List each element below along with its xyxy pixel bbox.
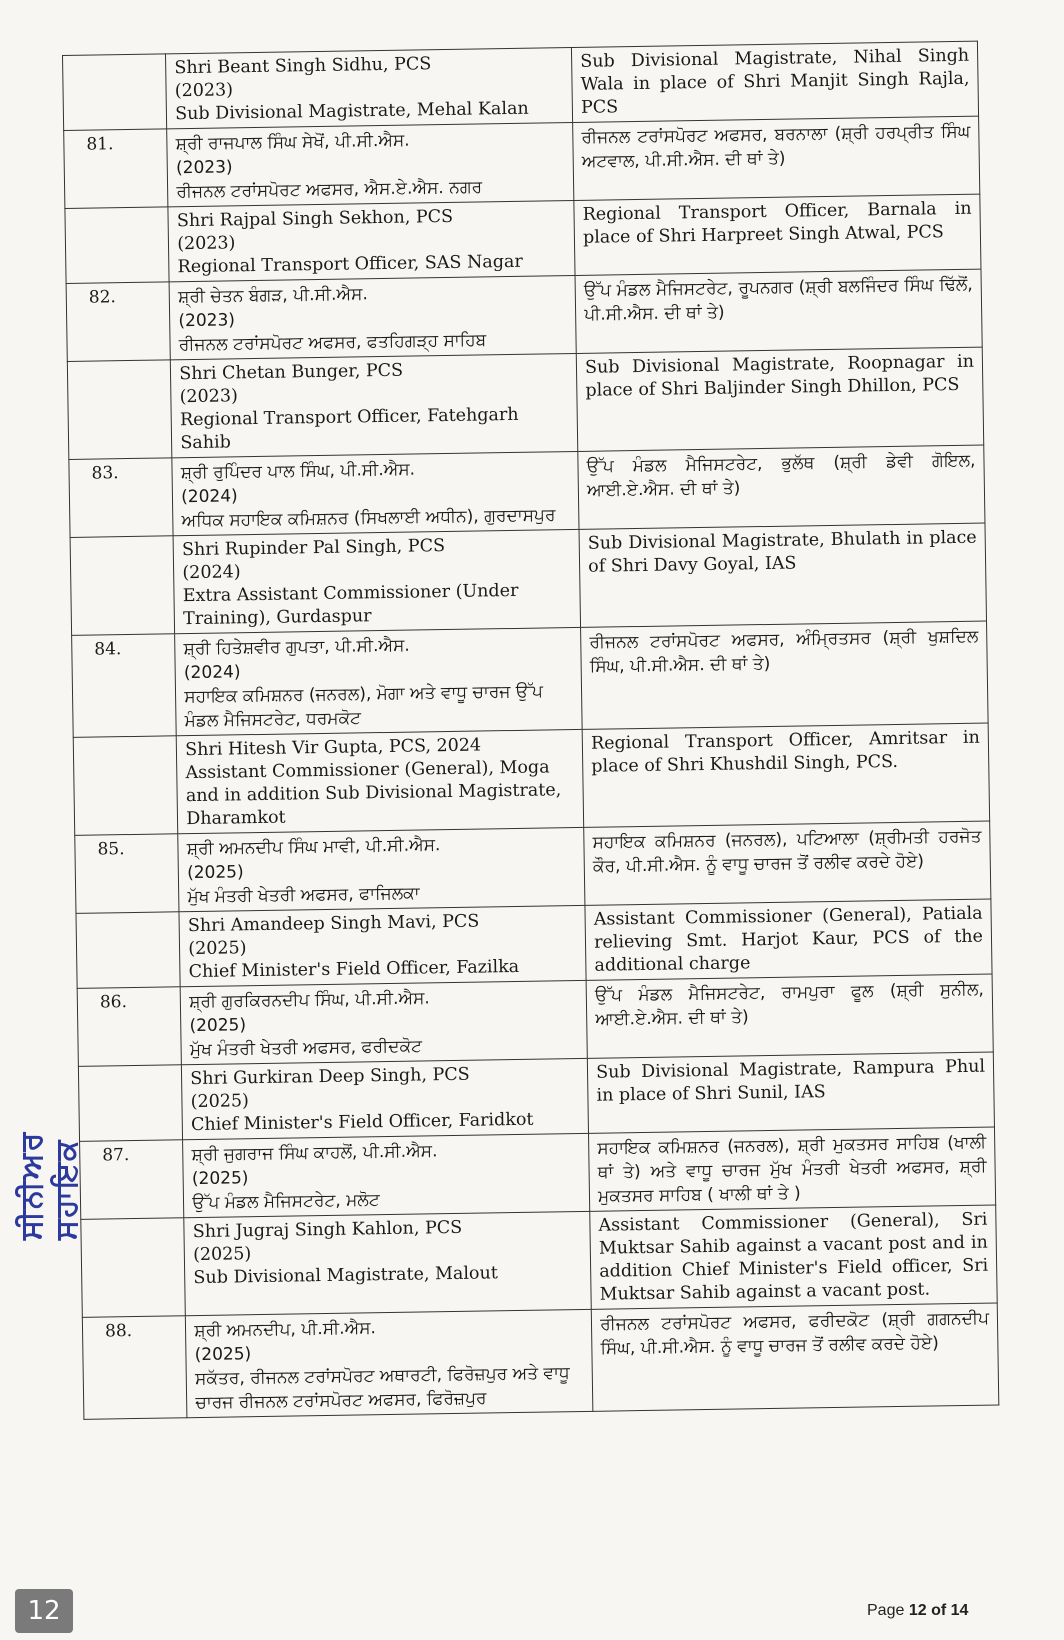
document-sheet [62, 41, 999, 1420]
officer-detail-line: (2025) [190, 1091, 250, 1113]
serial-number: 83. [69, 458, 173, 538]
serial-number [65, 207, 169, 284]
serial-number: 82. [66, 282, 170, 362]
officer-details [172, 451, 579, 535]
officer-detail-line: (2024) [181, 486, 238, 508]
new-posting: Regional Transport Officer, Barnala in place of Shri Harpreet Singh Atwal, PCS [574, 194, 981, 275]
officer-detail-line: ਸ਼੍ਰੀ ਅਮਨਦੀਪ ਸਿੰਘ ਮਾਵੀ, ਪੀ.ਸੀ.ਐਸ. [186, 835, 441, 860]
officer-detail-line: Shri Chetan Bunger, PCS [179, 360, 404, 385]
serial-number [73, 736, 178, 836]
officer-detail-line: Shri Rupinder Pal Singh, PCS [181, 536, 446, 561]
serial-number [76, 912, 180, 989]
table-row [67, 347, 983, 459]
officer-detail-line: ਮੁੱਖ ਮੰਤਰੀ ਖੇਤਰੀ ਅਫਸਰ, ਫਰੀਦਕੋਟ [189, 1036, 423, 1061]
officer-detail-line: ਸ਼੍ਰੀ ਚੇਤਨ ਬੰਗੜ, ਪੀ.ਸੀ.ਐਸ. [177, 284, 368, 308]
new-posting: Sub Divisional Magistrate, Bhulath in place of Shri Davy Goyal, IAS [579, 523, 986, 627]
footer-prefix: Page [867, 1602, 905, 1619]
table-row [77, 974, 993, 1066]
transfer-orders-table [62, 41, 999, 1420]
officer-details [173, 529, 580, 633]
table-row [80, 1127, 996, 1219]
officer-detail-line: Chief Minister's Field Officer, Faridkot [190, 1109, 534, 1136]
serial-number: 85. [75, 834, 179, 914]
officer-detail-line: Sub Divisional Magistrate, Malout [193, 1263, 498, 1289]
footer-of: of [931, 1602, 947, 1619]
officer-details [186, 1309, 593, 1417]
serial-number: 87. [80, 1140, 184, 1220]
table-row [64, 116, 980, 208]
serial-number: 88. [82, 1316, 187, 1420]
officer-detail-line: (2023) [174, 80, 234, 102]
officer-detail-line: ਸ਼੍ਰੀ ਗੁਰਕਿਰਨਦੀਪ ਸਿੰਘ, ਪੀ.ਸੀ.ਐਸ. [188, 988, 430, 1013]
officer-details [183, 1133, 590, 1217]
officer-detail-line: ਸ਼੍ਰੀ ਰੁਪਿੰਦਰ ਪਾਲ ਸਿੰਘ, ਪੀ.ਸੀ.ਐਸ. [180, 459, 416, 484]
officer-detail-line: Shri Amandeep Singh Mavi, PCS [187, 911, 480, 937]
new-posting: Regional Transport Officer, Amritsar in place of Shri Khushdil Singh, PCS. [582, 723, 989, 827]
officer-detail-line: (2025) [192, 1244, 252, 1266]
officer-detail-line: ਅਧਿਕ ਸਹਾਇਕ ਕਮਿਸ਼ਨਰ (ਸਿਖਲਾਈ ਅਧੀਨ), ਗੁਰਦਾਸਪੁਰ [181, 505, 556, 532]
serial-number: 86. [77, 987, 181, 1067]
officer-detail-line: (2024) [182, 562, 241, 584]
serial-number: 81. [64, 129, 168, 209]
officer-detail-line: (2025) [191, 1168, 249, 1190]
officer-detail-line: ਸ਼੍ਰੀ ਹਿਤੇਸ਼ਵੀਰ ਗੁਪਤਾ, ਪੀ.ਸੀ.ਐਸ. [183, 635, 410, 660]
officer-details [176, 729, 583, 833]
officer-detail-line: (2025) [186, 862, 244, 884]
officer-details [175, 627, 582, 735]
officer-detail-line: (2023) [175, 157, 233, 179]
table-row [82, 1303, 998, 1419]
officer-detail-line: ਉੱਪ ਮੰਡਲ ਮੈਜਿਸਟਰੇਟ, ਮਲੋਟ [192, 1190, 380, 1214]
officer-detail-line: Shri Jugraj Singh Kahlon, PCS [192, 1217, 463, 1243]
table-row [78, 1052, 994, 1141]
new-posting: Sub Divisional Magistrate, Roopnagar in place of Shri Baljinder Singh Dhillon, PCS [576, 347, 983, 451]
new-posting: Assistant Commissioner (General), Sri Muktsar Sahib against a vacant post and in addition Chief Minister's Field officer, Sri Muktsar Sahib against a vacant post. [590, 1205, 997, 1309]
table-row [66, 269, 982, 361]
officer-details [166, 47, 573, 128]
officer-detail-line: ਰੀਜਨਲ ਟਰਾਂਸਪੋਰਟ ਅਫਸਰ, ਐਸ.ਏ.ਐਸ. ਨਗਰ [176, 177, 483, 203]
table-row [69, 445, 985, 537]
table-row [63, 41, 979, 130]
serial-number: 84. [72, 634, 177, 738]
officer-details [182, 1058, 589, 1139]
officer-detail-line: Shri Rajpal Singh Sekhon, PCS [176, 206, 454, 232]
officer-details [169, 275, 576, 359]
page-number-badge: 12 [15, 1589, 73, 1633]
new-posting: Sub Divisional Magistrate, Nihal Singh Wala in place of Shri Manjit Singh Rajla, PCS [572, 41, 979, 122]
officer-detail-line: Chief Minister's Field Officer, Fazilka [188, 956, 520, 983]
new-posting: ਉੱਪ ਮੰਡਲ ਮੈਜਿਸਟਰੇਟ, ਰਾਮਪੁਰਾ ਫੂਲ (ਸ਼੍ਰੀ ਸੁਨੀਲ, ਆਈ.ਏ.ਐਸ. ਦੀ ਥਾਂ ਤੇ) [586, 974, 993, 1058]
new-posting: ਰੀਜਨਲ ਟਰਾਂਸਪੋਰਟ ਅਫਸਰ, ਫਰੀਦਕੋਟ (ਸ਼੍ਰੀ ਗਗਨਦੀਪ ਸਿੰਘ, ਪੀ.ਸੀ.ਐਸ. ਨੂੰ ਵਾਧੂ ਚਾਰਜ ਤੋਂ ਰਲੀਵ ਕਰਦੇ ਹੋਏ) [591, 1303, 998, 1411]
serial-number [81, 1218, 186, 1318]
officer-detail-line: ਸ਼੍ਰੀ ਅਮਨਦੀਪ, ਪੀ.ਸੀ.ਐਸ. [194, 1318, 377, 1342]
officer-detail-line: (2023) [179, 386, 238, 408]
serial-number [78, 1065, 182, 1142]
signature-stamp: ਸੀਨੀਅਰ ਸਹਾਇਕ [14, 1130, 84, 1240]
officer-detail-line: (2025) [188, 938, 247, 960]
footer-total-pages: 14 [950, 1602, 969, 1619]
officer-detail-line: (2025) [189, 1015, 247, 1037]
new-posting: ਸਹਾਇਕ ਕਮਿਸ਼ਨਰ (ਜਨਰਲ), ਪਟਿਆਲਾ (ਸ਼੍ਰੀਮਤੀ ਹਰਜੋਤ ਕੌਰ, ਪੀ.ਸੀ.ਐਸ. ਨੂੰ ਵਾਧੂ ਚਾਰਜ ਤੋਂ ਰਲੀਵ ਕਰਦੇ ਹੋਏ) [584, 821, 991, 905]
table-row [65, 194, 981, 283]
table-row [73, 723, 989, 835]
officer-details [167, 122, 574, 206]
officer-detail-line: (2023) [177, 233, 236, 255]
officer-detail-line: ਸਕੱਤਰ, ਰੀਜਨਲ ਟਰਾਂਸਪੋਰਟ ਅਥਾਰਟੀ, ਫਿਰੋਜ਼ਪੁਰ ਅਤੇ ਵਾਧੂ ਚਾਰਜ ਰੀਜਨਲ ਟਰਾਂਸਪੋਰਟ ਅਫਸਰ, ਫਿਰੋਜ਼ਪੁਰ [194, 1363, 570, 1414]
officer-detail-line: Extra Assistant Commissioner (Under Training), Gurdaspur [182, 580, 519, 630]
new-posting: Sub Divisional Magistrate, Rampura Phul in place of Shri Sunil, IAS [587, 1052, 994, 1133]
new-posting: ਉੱਪ ਮੰਡਲ ਮੈਜਿਸਟਰੇਟ, ਭੁਲੱਥ (ਸ਼੍ਰੀ ਡੇਵੀ ਗੋਇਲ, ਆਈ.ਏ.ਐਸ. ਦੀ ਥਾਂ ਤੇ) [578, 445, 985, 529]
new-posting: ਸਹਾਇਕ ਕਮਿਸ਼ਨਰ (ਜਨਰਲ), ਸ਼੍ਰੀ ਮੁਕਤਸਰ ਸਾਹਿਬ (ਖਾਲੀ ਥਾਂ ਤੇ) ਅਤੇ ਵਾਧੂ ਚਾਰਜ ਮੁੱਖ ਮੰਤਰੀ ਖੇਤਰੀ ਅਫਸਰ, ਸ਼੍ਰੀ ਮੁਕਤਸਰ ਸਾਹਿਬ ( ਖਾਲੀ ਥਾਂ ਤੇ ) [589, 1127, 996, 1211]
new-posting: ਰੀਜਨਲ ਟਰਾਂਸਪੋਰਟ ਅਫਸਰ, ਬਰਨਾਲਾ (ਸ਼੍ਰੀ ਹਰਪ੍ਰੀਤ ਸਿੰਘ ਅਟਵਾਲ, ਪੀ.ਸੀ.ਐਸ. ਦੀ ਥਾਂ ਤੇ) [573, 116, 980, 200]
serial-number [70, 536, 175, 636]
officer-detail-line: ਸਹਾਇਕ ਕਮਿਸ਼ਨਰ (ਜਨਰਲ), ਮੋਗਾ ਅਤੇ ਵਾਧੂ ਚਾਰਜ ਉੱਪ ਮੰਡਲ ਮੈਜਿਸਟਰੇਟ, ਧਰਮਕੋਟ [184, 681, 544, 732]
officer-detail-line: Shri Hitesh Vir Gupta, PCS, 2024 [185, 735, 482, 761]
new-posting: Assistant Commissioner (General), Patiala relieving Smt. Harjot Kaur, PCS of the additional charge [585, 899, 992, 980]
officer-details [179, 905, 586, 986]
officer-detail-line: Assistant Commissioner (General), Moga and in addition Sub Divisional Magistrate, Dharamkot [185, 757, 562, 830]
new-posting: ਰੀਜਨਲ ਟਰਾਂਸਪੋਰਟ ਅਫਸਰ, ਅੰਮ੍ਰਿਤਸਰ (ਸ਼੍ਰੀ ਖੁਸ਼ਦਿਲ ਸਿੰਘ, ਪੀ.ਸੀ.ਐਸ. ਦੀ ਥਾਂ ਤੇ) [581, 621, 988, 729]
table-row [75, 821, 991, 913]
footer-current-page: 12 [908, 1602, 927, 1619]
officer-detail-line: ਰੀਜਨਲ ਟਰਾਂਸਪੋਰਟ ਅਫਸਰ, ਫਤਹਿਗੜ੍ਹ ਸਾਹਿਬ [178, 330, 487, 356]
officer-detail-line: (2025) [194, 1344, 252, 1366]
table-body [63, 41, 999, 1419]
serial-number [63, 54, 167, 131]
table-row [70, 523, 986, 635]
officer-detail-line: (2024) [183, 662, 241, 684]
officer-details [168, 200, 575, 281]
table-row [81, 1205, 997, 1317]
officer-details [184, 1211, 591, 1315]
officer-detail-line: Regional Transport Officer, Fatehgarh Sahib [179, 404, 519, 454]
serial-number [67, 360, 172, 460]
officer-details [171, 353, 578, 457]
officer-detail-line: (2023) [178, 310, 236, 332]
officer-detail-line: Shri Beant Singh Sidhu, PCS [174, 54, 432, 79]
officer-detail-line: Sub Divisional Magistrate, Mehal Kalan [175, 98, 529, 125]
officer-detail-line: Regional Transport Officer, SAS Nagar [177, 251, 523, 278]
officer-detail-line: ਸ਼੍ਰੀ ਜੁਗਰਾਜ ਸਿੰਘ ਕਾਹਲੋਂ, ਪੀ.ਸੀ.ਐਸ. [191, 1141, 438, 1166]
new-posting: ਉੱਪ ਮੰਡਲ ਮੈਜਿਸਟਰੇਟ, ਰੂਪਨਗਰ (ਸ਼੍ਰੀ ਬਲਜਿੰਦਰ ਸਿੰਘ ਢਿੱਲੋਂ, ਪੀ.ਸੀ.ਐਸ. ਦੀ ਥਾਂ ਤੇ) [575, 269, 982, 353]
page-footer [867, 1602, 968, 1620]
table-row [72, 621, 988, 737]
table-row [76, 899, 992, 988]
officer-detail-line: ਮੁੱਖ ਮੰਤਰੀ ਖੇਤਰੀ ਅਫਸਰ, ਫਾਜਿਲਕਾ [187, 883, 420, 908]
officer-details [180, 980, 587, 1064]
officer-detail-line: Shri Gurkiran Deep Singh, PCS [190, 1064, 470, 1090]
officer-detail-line: ਸ਼੍ਰੀ ਰਾਜਪਾਲ ਸਿੰਘ ਸੇਖੋਂ, ਪੀ.ਸੀ.ਐਸ. [175, 130, 410, 155]
officer-details [178, 827, 585, 911]
